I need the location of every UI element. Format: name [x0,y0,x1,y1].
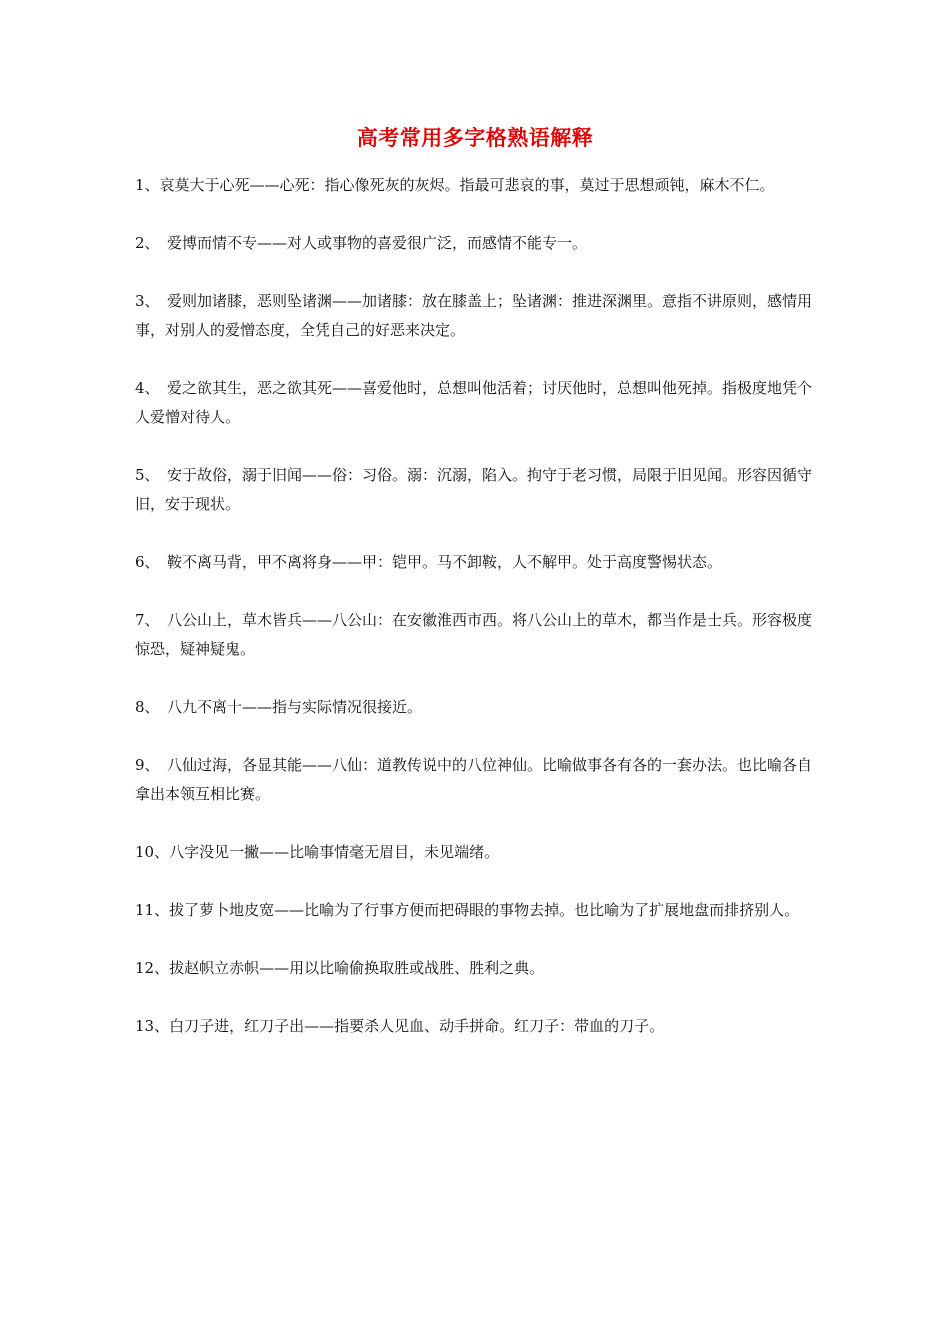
list-item: 6、 鞍不离马背，甲不离将身——甲：铠甲。马不卸鞍，人不解甲。处于高度警惕状态。 [135,553,723,571]
list-item: 1、哀莫大于心死——心死：指心像死灰的灰烬。指最可悲哀的事，莫过于思想顽钝，麻木不仁。 [135,176,775,194]
list-item: 3、 爱则加诸膝，恶则坠诸渊——加诸膝：放在膝盖上；坠诸渊：推进深渊里。意指不讲原则，感情用事，对别人的爱憎态度，全凭自己的好恶来决定。 [135,292,813,339]
list-item: 11、拔了萝卜地皮宽——比喻为了行事方便而把碍眼的事物去掉。也比喻为了扩展地盘而排挤别人。 [135,901,800,919]
list-item: 12、拔赵帜立赤帜——用以比喻偷换取胜或战胜、胜利之典。 [135,959,545,977]
document-title: 高考常用多字格熟语解释 [356,125,594,150]
list-item: 5、 安于故俗，溺于旧闻——俗：习俗。溺：沉溺，陷入。拘守于老习惯，局限于旧见闻。形容因循守旧，安于现状。 [135,466,813,513]
list-item: 8、 八九不离十——指与实际情况很接近。 [135,698,423,716]
list-item: 9、 八仙过海，各显其能——八仙：道教传说中的八位神仙。比喻做事各有各的一套办法。也比喻各自拿出本领互相比赛。 [135,756,813,803]
idiom-list [135,171,825,1070]
list-item: 4、 爱之欲其生，恶之欲其死——喜爱他时，总想叫他活着；讨厌他时，总想叫他死掉。指极度地凭个人爱憎对待人。 [135,379,813,426]
list-item: 13、白刀子进，红刀子出——指要杀人见血、动手拼命。红刀子：带血的刀子。 [135,1017,665,1035]
list-item: 7、 八公山上，草木皆兵——八公山：在安徽淮西市西。将八公山上的草木，都当作是士兵。形容极度惊恐，疑神疑鬼。 [135,611,813,658]
list-item: 2、 爱博而情不专——对人或事物的喜爱很广泛，而感情不能专一。 [135,234,588,252]
list-item: 10、八字没见一撇——比喻事情毫无眉目，未见端绪。 [135,843,500,861]
